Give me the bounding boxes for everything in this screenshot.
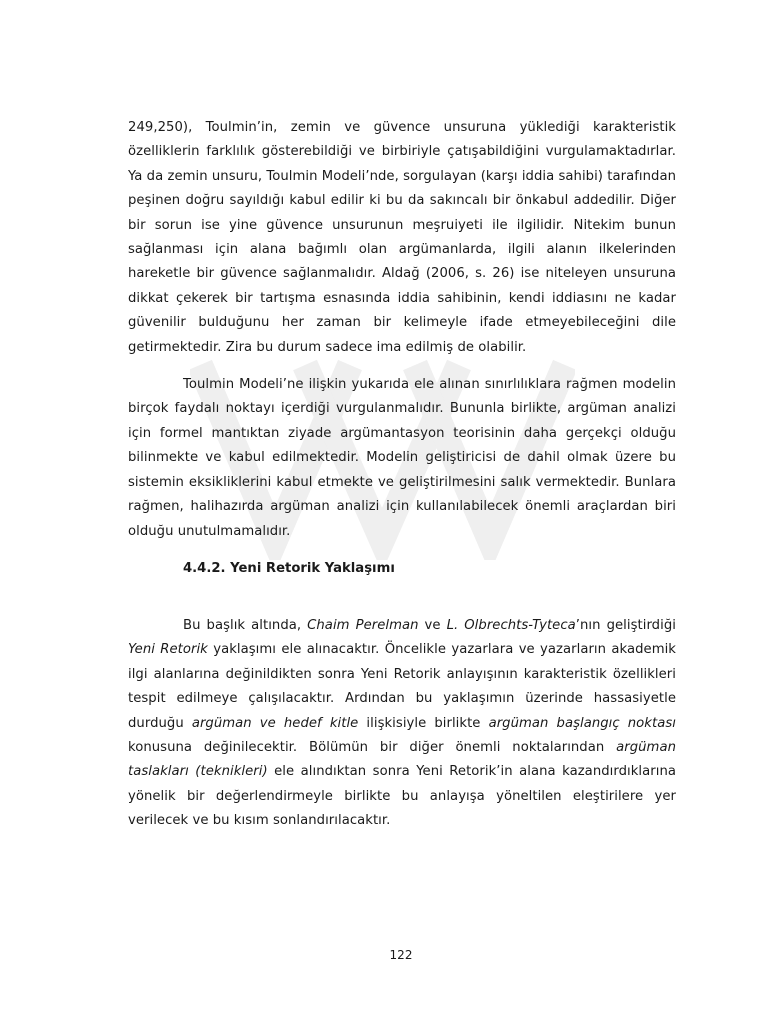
paragraph-2: Toulmin Modeli’ne ilişkin yukarıda ele alınan sınırlılıklara rağmen modelin birçok faydalı noktayı içerdiği vurgulanmalıdır. Bununla birlikte, argüman analizi için formel mantıktan ziyade argümantasyon teorisinin daha gerçekçi olduğu bilinmekte ve kabul edilmektedir. Modelin geliştiricisi de dahil olmak üzere bu sistemin eksikliklerini kabul etmekte ve geliştirilmesini salık vermektedir. Bunlara rağmen, halihazırda argüman analizi için kullanılabilecek önemli araçlardan biri olduğu unutulmamalıdır. [128, 377, 676, 539]
term-yeni-retorik: Yeni Retorik [128, 642, 208, 658]
author-name-perelman: Chaim Perelman [307, 617, 419, 633]
author-name-olbrechts-tyteca: L. Olbrechts-Tyteca [446, 617, 576, 633]
paragraph-1: 249,250), Toulmin’in, zemin ve güvence unsuruna yüklediği karakteristik özelliklerin farklılık gösterebildiği ve birbiriyle çatışabildiğini vurgulamaktadırlar. Ya da zemin unsuru, Toulmin Modeli’nde, sorgulayan (karşı iddia sahibi) tarafından peşinen doğru sayıldığı kabul edilir ki bu da sakıncalı bir önkabul addedilir. Diğer bir sorun ise yine güvence unsurunun meşruiyeti ile ilgilidir. Nitekim bunun sağlanması için alana bağımlı olan argümanlarda, ilgili alanın ilkelerinden hareketle bir güvence sağlanmalıdır. Aldağ (2006, s. 26) ise niteleyen unsuruna dikkat çekerek bir tartışma esnasında iddia sahibinin, kendi iddiasını ne kadar güvenilir bulduğunu her zaman bir kelimeyle ifade etmeyebileceğini dile getirmektedir. Zira bu durum sadece ima edilmiş de olabilir. [128, 120, 676, 355]
term-arguman-baslangic-noktasi: argüman başlangıç noktası [488, 715, 676, 731]
page-number: 122 [389, 948, 413, 962]
term-arguman-hedef-kitle: argüman ve hedef kitle [191, 715, 359, 731]
document-body [128, 116, 676, 834]
paragraph-3: Bu başlık altında, Chaim Perelman ve L. Olbrechts-Tyteca’nın geliştirdiği Yeni Retorik yaklaşımı ele alınacaktır. Öncelikle yazarlara ve yazarların akademik ilgi alanlarına değinildikten sonra Yeni Retorik anlayışının karakteristik özellikleri tespit edilmeye çalışılacaktır. Ardından bu yaklaşımın üzerinde hassasiyetle durduğu argüman ve hedef kitle ilişkisiyle birlikte argüman başlangıç noktası konusuna değinilecektir. Bölümün bir diğer önemli noktalarından argüman taslakları (teknikleri) ele alındıktan sonra Yeni Retorik’in alana kazandırdıklarına yönelik bir değerlendirmeyle birlikte bu anlayışa yöneltilen eleştirilere yer verilecek ve bu kısım sonlandırılacaktır. [128, 617, 676, 829]
term-arguman-taslaklari: argüman taslakları (teknikleri) [128, 739, 676, 780]
section-heading: 4.4.2. Yeni Retorik Yaklaşımı [183, 560, 395, 576]
